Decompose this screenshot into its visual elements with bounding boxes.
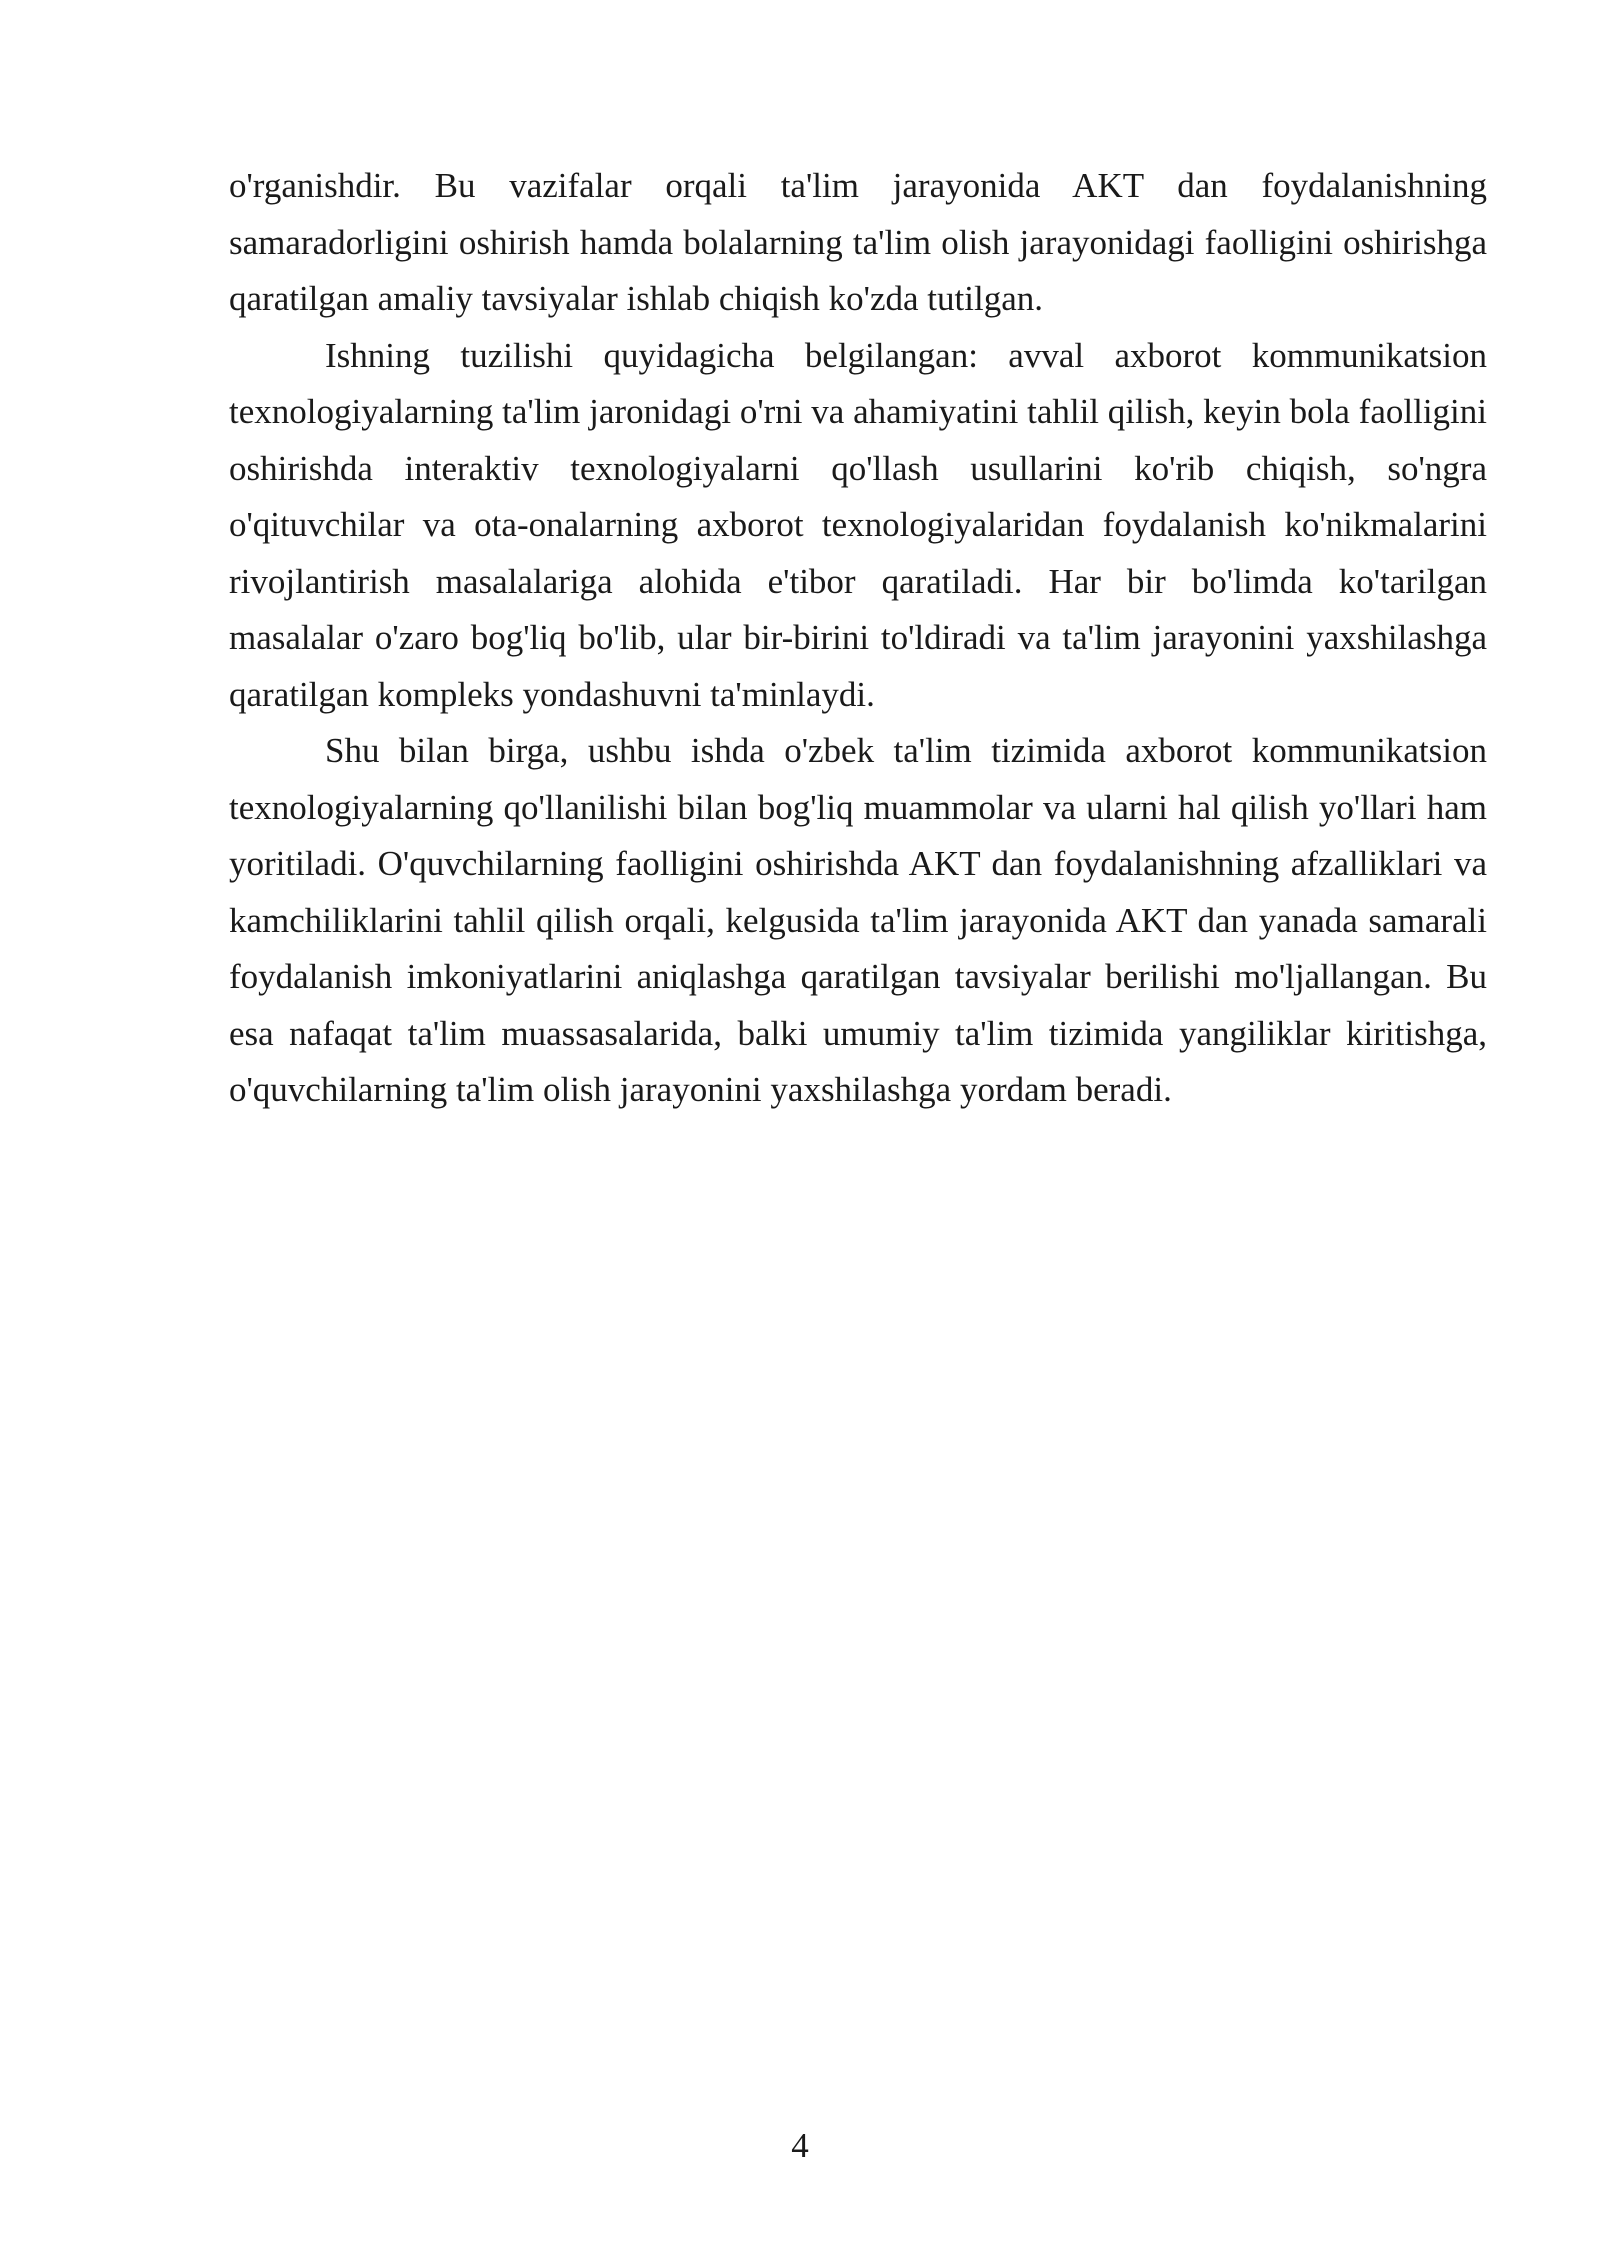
page-number: 4 (791, 2126, 809, 2165)
body-text (229, 158, 1487, 1119)
paragraph-problems: Shu bilan birga, ushbu ishda o'zbek ta'lim tizimida axborot kommunikatsion texnologiyalarning qo'llanilishi bilan bog'liq muammolar va ularni hal qilish yo'llari ham yoritiladi. O'quvchilarning faolligini oshirishda AKT dan foydalanishning afzalliklari va kamchiliklarini tahlil qilish orqali, kelgusida ta'lim jarayonida AKT dan yanada samarali foydalanish imkoniyatlarini aniqlashga qaratilgan tavsiyalar berilishi mo'ljallangan. Bu esa nafaqat ta'lim muassasalarida, balki umumiy ta'lim tizimida yangiliklar kiritishga, o'quvchilarning ta'lim olish jarayonini yaxshilashga yordam beradi. (229, 731, 1487, 1109)
paragraph-continuation: o'rganishdir. Bu vazifalar orqali ta'lim jarayonida AKT dan foydalanishning samaradorligini oshirish hamda bolalarning ta'lim olish jarayonidagi faolligini oshirishga qaratilgan amaliy tavsiyalar ishlab chiqish ko'zda tutilgan. (229, 166, 1487, 318)
paragraph-structure: Ishning tuzilishi quyidagicha belgilangan: avval axborot kommunikatsion texnologiyalarning ta'lim jaronidagi o'rni va ahamiyatini tahlil qilish, keyin bola faolligini oshirishda interaktiv texnologiyalarni qo'llash usullarini ko'rib chiqish, so'ngra o'qituvchilar va ota-onalarning axborot texnologiyalaridan foydalanish ko'nikmalarini rivojlantirish masalalariga alohida e'tibor qaratiladi. Har bir bo'limda ko'tarilgan masalalar o'zaro bog'liq bo'lib, ular bir-birini to'ldiradi va ta'lim jarayonini yaxshilashga qaratilgan kompleks yondashuvni ta'minlaydi. (229, 335, 1487, 714)
